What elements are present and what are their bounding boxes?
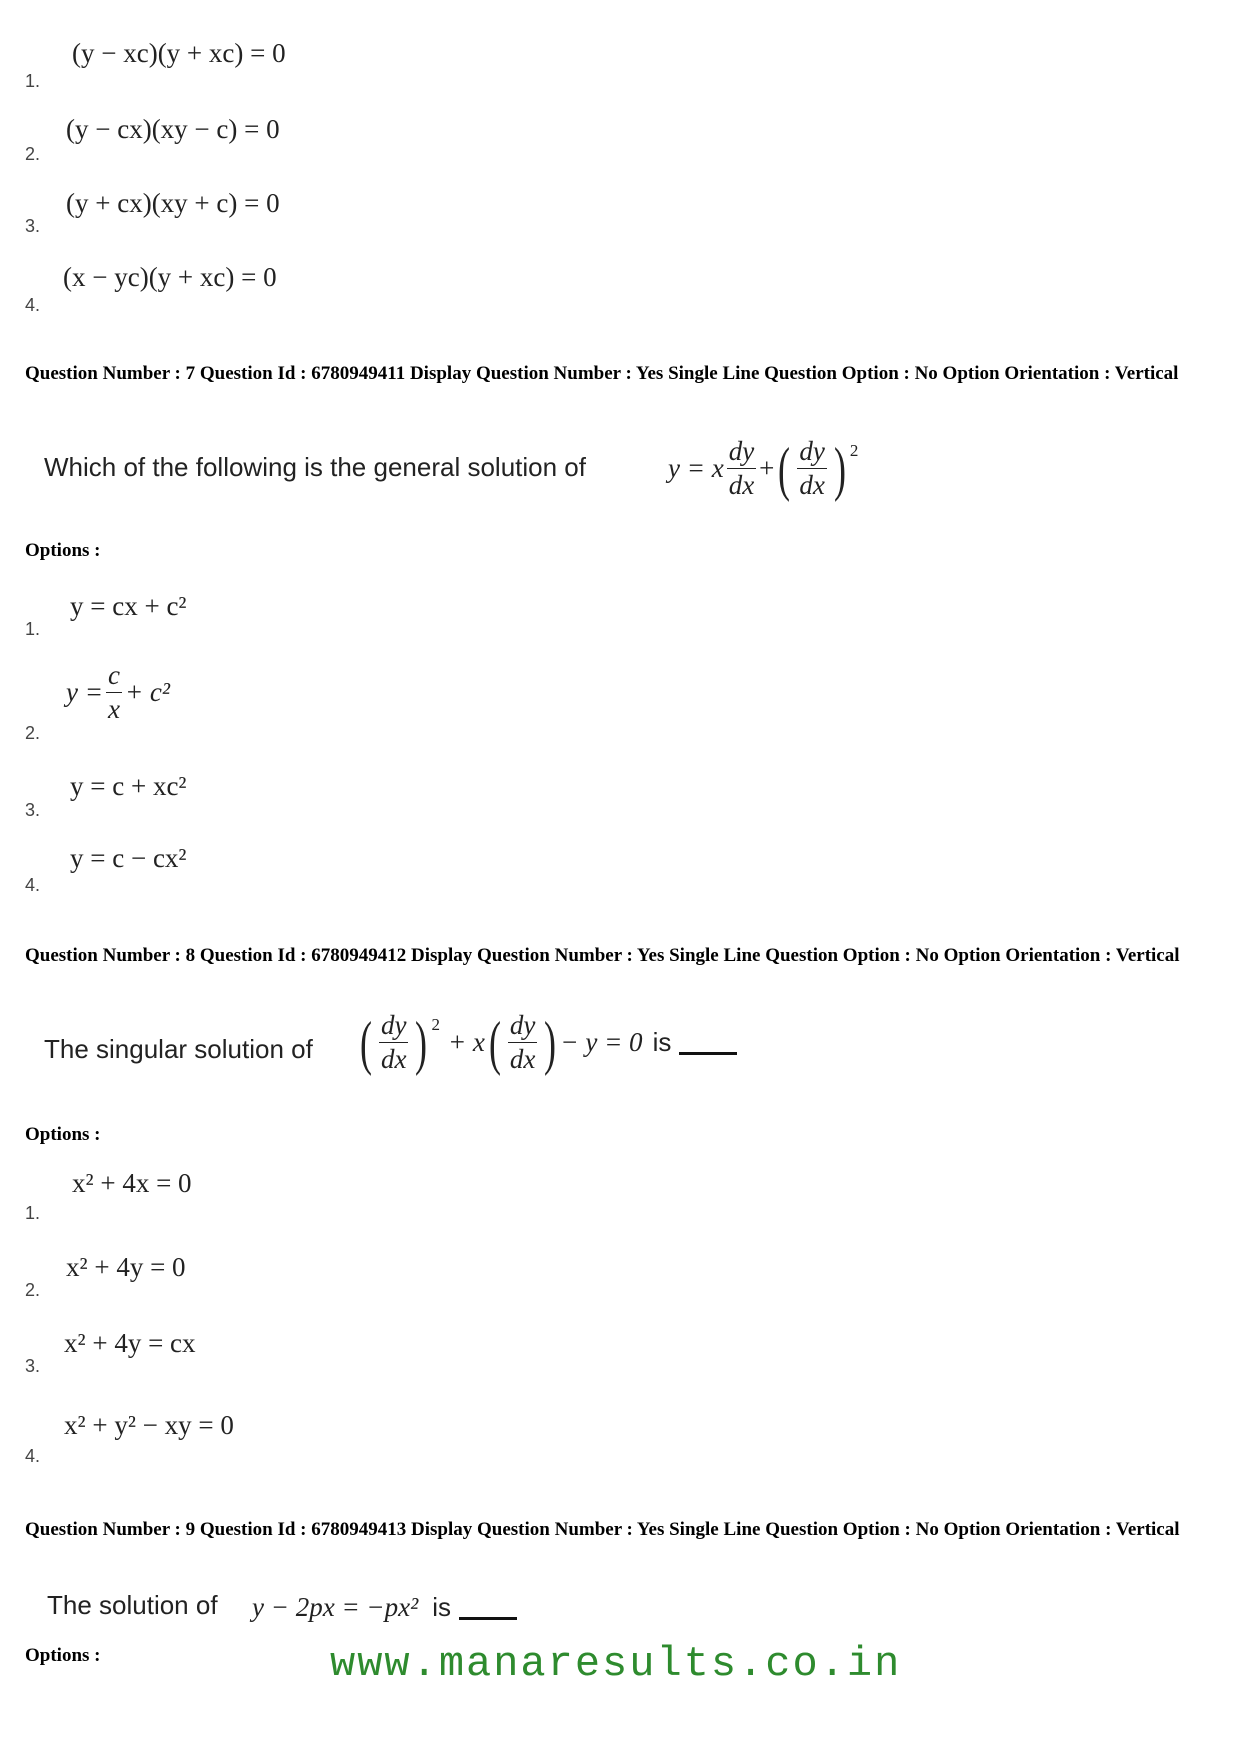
q7-exponent: 2 xyxy=(849,440,859,460)
q8-option-4-expr: x² + y² − xy = 0 xyxy=(64,1410,234,1440)
q7-options-label: Options : xyxy=(25,540,101,561)
q8-options-label: Options : xyxy=(25,1124,101,1145)
q7-eq-left: y = x xyxy=(668,453,724,483)
q7-option-2-frac-num: c xyxy=(106,662,122,693)
q8-option-3-number: 3. xyxy=(25,1356,41,1376)
q8-option-2-number: 2. xyxy=(25,1280,41,1300)
prev-option-2-number: 2. xyxy=(25,144,41,164)
prev-option-3-expr: (y + cx)(xy + c) = 0 xyxy=(66,188,280,218)
q8-option-1-expr: x² + 4x = 0 xyxy=(72,1168,192,1198)
q7-option-2-lhs: y = xyxy=(66,677,103,707)
q7-fraction-2-den: dx xyxy=(799,470,825,500)
q9-answer-blank xyxy=(459,1595,517,1620)
q8-is: is xyxy=(652,1027,672,1057)
prev-option-1-expr: (y − xc)(y + xc) = 0 xyxy=(72,38,286,68)
q9-options-label: Options : xyxy=(25,1645,101,1666)
q8-option-3-expr: x² + 4y = cx xyxy=(64,1328,196,1358)
q8-answer-blank xyxy=(679,1030,737,1055)
q7-option-3-number: 3. xyxy=(25,800,41,820)
q8-question-text: The singular solution of xyxy=(44,1034,313,1064)
q7-fraction-2 xyxy=(797,438,826,499)
q8-fraction-2-den: dx xyxy=(509,1044,536,1074)
prev-option-1-number: 1. xyxy=(25,71,41,91)
q8-fraction-1-den: dx xyxy=(380,1044,407,1074)
q7-option-2-number: 2. xyxy=(25,723,41,743)
q9-question-text: The solution of xyxy=(47,1590,218,1620)
q7-option-3-expr: y = c + xc² xyxy=(70,771,187,801)
q8-fraction-2 xyxy=(508,1012,537,1073)
q8-fraction-2-num: dy xyxy=(508,1012,537,1043)
q7-fraction-2-num: dy xyxy=(797,438,826,469)
prev-option-3-number: 3. xyxy=(25,216,41,236)
q7-fraction-1-den: dx xyxy=(728,470,755,500)
prev-option-4-expr: (x − yc)(y + xc) = 0 xyxy=(63,262,277,292)
q7-option-1-number: 1. xyxy=(25,619,41,639)
q7-equation: y = x $\frac{dy}{dx}$ + ( $\frac{dy}{dx}$ ) 2 xyxy=(668,435,859,502)
q7-meta: Question Number : 7 Question Id : 6780949411 Display Question Number : Yes Single Line Question Option : No Option Orientation : Vertical xyxy=(25,363,1179,384)
q7-fraction-1-num: dy xyxy=(727,438,756,469)
q8-mid: + x xyxy=(447,1027,485,1057)
q8-tail: − y = 0 xyxy=(560,1027,643,1057)
q7-option-4-number: 4. xyxy=(25,875,41,895)
q9-equation xyxy=(252,1592,517,1623)
q7-question-text: Which of the following is the general solution of xyxy=(44,452,586,482)
q7-option-2-fraction xyxy=(106,662,122,723)
prev-option-4-number: 4. xyxy=(25,295,41,315)
q8-option-4-number: 4. xyxy=(25,1446,41,1466)
q9-meta: Question Number : 9 Question Id : 6780949413 Display Question Number : Yes Single Line Question Option : No Option Orientation : Vertical xyxy=(25,1519,1180,1540)
q8-option-2-expr: x² + 4y = 0 xyxy=(66,1252,186,1282)
prev-option-2-expr: (y − cx)(xy − c) = 0 xyxy=(66,114,280,144)
watermark-url: www.manaresults.co.in xyxy=(330,1640,902,1688)
q8-option-1-number: 1. xyxy=(25,1203,41,1223)
q7-plus: + xyxy=(759,453,775,483)
q9-eq: y − 2px = −px² xyxy=(252,1592,419,1622)
q8-exponent: 2 xyxy=(431,1014,440,1034)
q8-fraction-1-num: dy xyxy=(379,1012,408,1043)
q7-fraction-1 xyxy=(727,438,756,499)
q7-option-2-rhs: + c² xyxy=(124,677,171,707)
q7-option-4-expr: y = c − cx² xyxy=(70,843,187,873)
q7-option-1-expr: y = cx + c² xyxy=(70,591,187,621)
q7-option-2-frac-den: x xyxy=(107,694,120,724)
q7-option-2-expr xyxy=(66,662,170,723)
q8-meta: Question Number : 8 Question Id : 6780949412 Display Question Number : Yes Single Line Question Option : No Option Orientation : Vertical xyxy=(25,945,1180,966)
q9-is: is xyxy=(432,1592,451,1622)
q8-equation: ( $\frac{dy}{dx}$ ) 2 + x ( $\frac{dy}{dx}$ ) − y = 0 is xyxy=(356,1012,737,1073)
q8-fraction-1 xyxy=(379,1012,408,1073)
